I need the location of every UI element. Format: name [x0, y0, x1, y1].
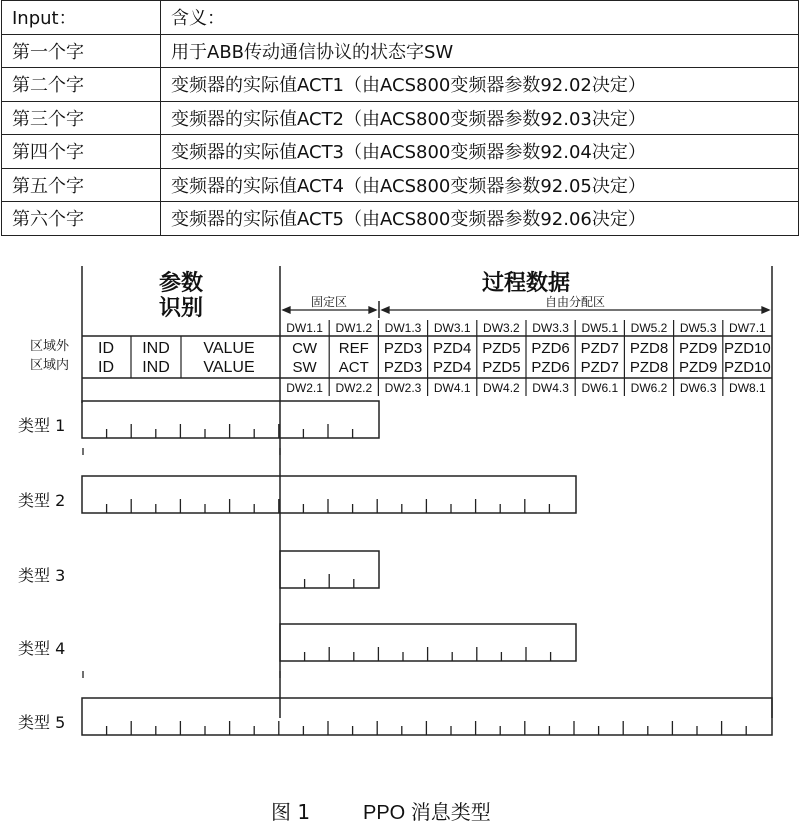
dw-bottom-label: DW2.3	[384, 381, 422, 395]
row-word: 第六个字	[2, 202, 161, 236]
area-arrows	[283, 307, 769, 313]
row-word: 第三个字	[2, 101, 161, 135]
dw-bottom-label: DW4.2	[483, 381, 520, 395]
region-in-label: 区域内	[30, 358, 70, 373]
type-label: 类型 2	[18, 491, 66, 510]
dw-bottom-label: DW4.1	[433, 381, 471, 395]
ppo-message-types-figure	[0, 258, 800, 829]
figure-number: 图 1	[271, 800, 311, 824]
proc-in-label: PZD4	[433, 359, 472, 376]
proc-in-label: PZD8	[629, 359, 669, 376]
param-id-out: ID	[98, 340, 114, 357]
ppo-type-4	[18, 624, 576, 678]
dw-bottom-label: DW2.1	[286, 381, 323, 395]
row-meaning: 用于ABB传动通信协议的状态字SW	[161, 34, 799, 68]
ppo-type-5	[18, 698, 772, 735]
dw-bottom-label: DW4.3	[532, 381, 569, 395]
row-meaning: 变频器的实际值ACT4（由ACS800变频器参数92.05决定）	[161, 168, 799, 202]
free-area-label: 自由分配区	[544, 295, 606, 309]
table-row	[2, 202, 799, 236]
row-word: 第一个字	[2, 34, 161, 68]
table-header-row	[2, 1, 799, 35]
proc-in-label: PZD7	[580, 359, 619, 376]
proc-in-label: PZD3	[383, 359, 423, 376]
dw-top-label: DW1.1	[286, 321, 323, 335]
table-row	[2, 135, 799, 169]
proc-out-label: PZD4	[433, 340, 472, 357]
dw-bottom-label: DW2.2	[335, 381, 373, 395]
proc-out-label: PZD8	[629, 340, 669, 357]
dw-bottom-label: DW6.2	[630, 381, 668, 395]
dw-top-label: DW5.1	[581, 321, 619, 335]
type-frame	[82, 401, 379, 438]
header-meaning: 含义：	[161, 1, 799, 35]
row-word: 第四个字	[2, 135, 161, 169]
input-meaning-table	[1, 0, 799, 236]
proc-in-label: PZD5	[482, 359, 521, 376]
proc-in-label: SW	[292, 359, 317, 376]
dw-bottom-label: DW6.1	[581, 381, 619, 395]
ppo-type-1	[18, 401, 379, 455]
dw-top-label: DW5.3	[679, 321, 717, 335]
table-row	[2, 34, 799, 68]
param-title-line1: 参数	[158, 271, 204, 296]
row-word: 第五个字	[2, 168, 161, 202]
process-data-title: 过程数据	[481, 271, 571, 296]
dw-bottom-label: DW8.1	[729, 381, 766, 395]
fixed-area-label: 固定区	[310, 295, 348, 309]
row-meaning: 变频器的实际值ACT3（由ACS800变频器参数92.04决定）	[161, 135, 799, 169]
type-label: 类型 3	[18, 566, 66, 585]
table-row	[2, 101, 799, 135]
process-data-grid	[131, 320, 771, 396]
dw-top-label: DW3.1	[433, 321, 471, 335]
dw-bottom-label: DW6.3	[679, 381, 717, 395]
dw-top-label: DW7.1	[729, 321, 766, 335]
row-meaning: 变频器的实际值ACT1（由ACS800变频器参数92.02决定）	[161, 68, 799, 102]
proc-out-label: REF	[338, 340, 369, 357]
proc-in-label: ACT	[338, 359, 369, 376]
type-label: 类型 4	[18, 639, 66, 658]
proc-out-label: PZD7	[580, 340, 619, 357]
param-value-in: VALUE	[203, 359, 255, 376]
param-ind-in: IND	[142, 359, 170, 376]
param-value-out: VALUE	[203, 340, 255, 357]
proc-out-label: PZD6	[531, 340, 570, 357]
proc-out-label: PZD9	[679, 340, 718, 357]
row-word: 第二个字	[2, 68, 161, 102]
ppo-type-2	[18, 476, 576, 513]
proc-in-label: PZD9	[679, 359, 718, 376]
table-row	[2, 168, 799, 202]
type-label: 类型 5	[18, 713, 66, 732]
header-input: Input：	[2, 1, 161, 35]
proc-out-label: PZD3	[383, 340, 423, 357]
region-out-label: 区域外	[30, 339, 70, 354]
dw-top-label: DW3.2	[483, 321, 520, 335]
dw-top-label: DW1.3	[384, 321, 422, 335]
param-ind-out: IND	[142, 340, 170, 357]
row-meaning: 变频器的实际值ACT2（由ACS800变频器参数92.03决定）	[161, 101, 799, 135]
dw-top-label: DW1.2	[335, 321, 373, 335]
proc-in-label: PZD6	[531, 359, 570, 376]
dw-top-label: DW3.3	[532, 321, 569, 335]
proc-out-label: CW	[292, 340, 318, 357]
row-meaning: 变频器的实际值ACT5（由ACS800变频器参数92.06决定）	[161, 202, 799, 236]
figure-caption: PPO 消息类型	[363, 802, 491, 824]
dw-top-label: DW5.2	[630, 321, 668, 335]
ppo-type-rows	[18, 401, 772, 735]
proc-in-label: PZD10	[724, 359, 771, 376]
proc-out-label: PZD5	[482, 340, 521, 357]
ppo-type-3	[18, 551, 379, 588]
param-id-in: ID	[98, 359, 114, 376]
type-label: 类型 1	[18, 416, 66, 435]
table-row	[2, 68, 799, 102]
param-title-line2: 识别	[158, 296, 204, 321]
proc-out-label: PZD10	[724, 340, 771, 357]
